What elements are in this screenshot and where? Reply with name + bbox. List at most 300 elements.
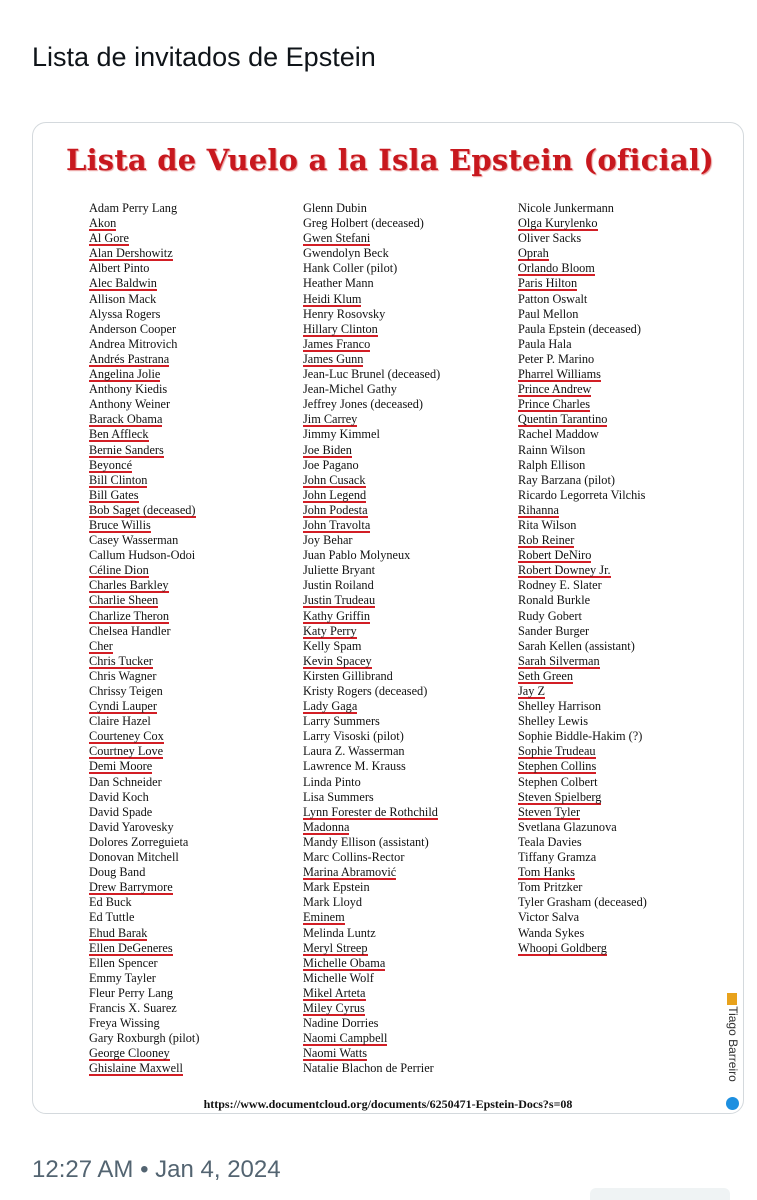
source-url: https://www.documentcloud.org/documents/6250471-Epstein-Docs?s=08 xyxy=(203,1097,573,1111)
passenger-name-text: Eminem xyxy=(303,910,345,925)
passenger-name xyxy=(89,941,199,956)
passenger-name xyxy=(518,654,647,669)
passenger-name xyxy=(303,307,440,322)
passenger-name-text: Laura Z. Wasserman xyxy=(303,744,405,759)
passenger-name xyxy=(89,276,199,291)
passenger-name xyxy=(89,246,199,261)
passenger-name-text: Rita Wilson xyxy=(518,517,577,532)
passenger-name-text: Jean-Michel Gathy xyxy=(303,382,397,397)
passenger-name xyxy=(303,684,440,699)
passenger-name xyxy=(89,865,199,880)
passenger-name-text: Oliver Sacks xyxy=(518,231,582,246)
passenger-name-text: Greg Holbert (deceased) xyxy=(303,216,424,231)
passenger-name-text: Natalie Blachon de Perrier xyxy=(303,1061,434,1076)
passenger-name xyxy=(518,216,647,231)
passenger-name xyxy=(303,910,440,925)
passenger-name-text: Jimmy Kimmel xyxy=(303,427,380,442)
passenger-name xyxy=(518,790,647,805)
passenger-name xyxy=(518,307,647,322)
passenger-name xyxy=(303,699,440,714)
passenger-name-text: Rodney E. Slater xyxy=(518,578,602,593)
passenger-name xyxy=(89,397,199,412)
passenger-name-text: Gwendolyn Beck xyxy=(303,246,389,261)
passenger-name xyxy=(89,1001,199,1016)
passenger-name xyxy=(303,775,440,790)
passenger-name xyxy=(89,443,199,458)
passenger-name xyxy=(518,593,647,608)
passenger-name xyxy=(89,880,199,895)
passenger-name xyxy=(303,1016,440,1031)
passenger-name xyxy=(303,382,440,397)
passenger-name xyxy=(303,971,440,986)
passenger-name-text: Mandy Ellison (assistant) xyxy=(303,834,429,849)
passenger-name xyxy=(89,714,199,729)
passenger-name-text: Tom Pritzker xyxy=(518,880,583,895)
passenger-name xyxy=(518,910,647,925)
passenger-name xyxy=(303,518,440,533)
passenger-name-text: Al Gore xyxy=(89,231,129,246)
passenger-name xyxy=(89,412,199,427)
passenger-name-text: Nicole Junkermann xyxy=(518,201,614,215)
passenger-name xyxy=(89,322,199,337)
passenger-name xyxy=(518,397,647,412)
passenger-name-text: David Koch xyxy=(89,789,149,804)
passenger-name-text: Juan Pablo Molyneux xyxy=(303,548,411,563)
passenger-name-text: Olga Kurylenko xyxy=(518,216,598,231)
passenger-name-text: Kristy Rogers (deceased) xyxy=(303,684,428,698)
passenger-name-text: Pharrel Williams xyxy=(518,367,601,382)
passenger-name-text: Charlie Sheen xyxy=(89,593,159,608)
passenger-name-text: Ehud Barak xyxy=(89,925,148,940)
passenger-name-text: Ronald Burkle xyxy=(518,593,591,608)
passenger-name-text: Marina Abramović xyxy=(303,865,397,880)
passenger-name-text: Freya Wissing xyxy=(89,1016,160,1031)
passenger-name xyxy=(518,337,647,352)
passenger-name xyxy=(89,684,199,699)
passenger-name xyxy=(303,865,440,880)
passenger-name-text: Chelsea Handler xyxy=(89,623,171,638)
passenger-name xyxy=(303,322,440,337)
passenger-name xyxy=(303,1061,440,1076)
passenger-name-text: Kirsten Gillibrand xyxy=(303,668,393,683)
passenger-name-text: Barack Obama xyxy=(89,412,163,427)
passenger-name-text: Peter P. Marino xyxy=(518,351,595,366)
passenger-name xyxy=(89,956,199,971)
watermark-text: Tiago Barreiro xyxy=(726,1006,740,1082)
passenger-name xyxy=(303,337,440,352)
passenger-name-text: Joe Biden xyxy=(303,442,352,457)
passenger-name-text: Callum Hudson-Odoi xyxy=(89,548,196,563)
passenger-name-text: Wanda Sykes xyxy=(518,925,585,940)
passenger-name-text: Kathy Griffin xyxy=(303,608,371,623)
passenger-name xyxy=(303,850,440,865)
passenger-name-text: Oprah xyxy=(518,246,549,261)
passenger-name-text: Ray Barzana (pilot) xyxy=(518,472,615,487)
passenger-name-text: Chris Wagner xyxy=(89,668,157,683)
passenger-name-text: Melinda Luntz xyxy=(303,925,376,940)
passenger-name-text: Tiffany Gramza xyxy=(518,850,597,865)
passenger-name-text: Orlando Bloom xyxy=(518,261,595,276)
passenger-name-text: Andrés Pastrana xyxy=(89,351,170,366)
passenger-name xyxy=(303,609,440,624)
passenger-name xyxy=(89,548,199,563)
passenger-name-text: Anderson Cooper xyxy=(89,321,177,336)
passenger-name-text: Jim Carrey xyxy=(303,412,358,427)
passenger-name-text: Ralph Ellison xyxy=(518,457,586,472)
names-column-3 xyxy=(518,201,647,956)
passenger-name xyxy=(518,820,647,835)
passenger-name xyxy=(303,654,440,669)
passenger-name-text: Gwen Stefani xyxy=(303,231,371,246)
passenger-name-text: Albert Pinto xyxy=(89,261,150,276)
passenger-name xyxy=(303,578,440,593)
watermark xyxy=(723,993,741,1111)
passenger-name xyxy=(518,473,647,488)
passenger-name xyxy=(518,503,647,518)
passenger-name xyxy=(303,941,440,956)
document-title: Lista de Vuelo a la Isla Epstein (oficial) xyxy=(66,143,714,177)
passenger-name xyxy=(303,729,440,744)
passenger-name xyxy=(89,699,199,714)
passenger-name xyxy=(518,699,647,714)
passenger-name-text: Heather Mann xyxy=(303,276,374,291)
passenger-name-text: Sarah Silverman xyxy=(518,653,600,668)
passenger-name xyxy=(518,563,647,578)
passenger-name-text: Justin Trudeau xyxy=(303,593,376,608)
passenger-name-text: Rob Reiner xyxy=(518,533,575,548)
passenger-name-text: Chrissy Teigen xyxy=(89,684,163,698)
passenger-name xyxy=(518,775,647,790)
passenger-name xyxy=(518,941,647,956)
passenger-name-text: Stephen Colbert xyxy=(518,774,598,789)
passenger-name xyxy=(89,639,199,654)
passenger-name-text: Paula Epstein (deceased) xyxy=(518,321,641,336)
passenger-name xyxy=(303,744,440,759)
passenger-name xyxy=(303,956,440,971)
passenger-name-text: Hillary Clinton xyxy=(303,321,378,336)
passenger-name-text: Linda Pinto xyxy=(303,774,361,789)
passenger-name-text: Steven Spielberg xyxy=(518,789,602,804)
passenger-name-text: Larry Summers xyxy=(303,714,380,729)
passenger-name xyxy=(518,382,647,397)
passenger-name-text: Lawrence M. Krauss xyxy=(303,759,406,774)
bottom-bar xyxy=(590,1188,730,1200)
profile-circle-icon xyxy=(726,1097,739,1110)
passenger-name-text: Shelley Harrison xyxy=(518,699,601,714)
passenger-name xyxy=(89,578,199,593)
passenger-name-text: Henry Rosovsky xyxy=(303,306,386,321)
passenger-name-text: Glenn Dubin xyxy=(303,201,367,215)
passenger-name-text: Céline Dion xyxy=(89,563,149,578)
passenger-name xyxy=(89,593,199,608)
passenger-name-text: Kevin Spacey xyxy=(303,653,372,668)
passenger-name-text: Bill Clinton xyxy=(89,472,148,487)
passenger-name xyxy=(518,926,647,941)
passenger-name-text: Paula Hala xyxy=(518,336,572,351)
passenger-name xyxy=(518,352,647,367)
passenger-name xyxy=(89,503,199,518)
passenger-name-text: Prince Charles xyxy=(518,397,591,412)
passenger-name-text: Ellen Spencer xyxy=(89,955,158,970)
passenger-name xyxy=(518,609,647,624)
passenger-name xyxy=(303,790,440,805)
passenger-name xyxy=(89,654,199,669)
passenger-name xyxy=(518,276,647,291)
passenger-name-text: Chris Tucker xyxy=(89,653,153,668)
passenger-name xyxy=(518,850,647,865)
passenger-name-text: Anthony Kiedis xyxy=(89,382,168,397)
tweet-text: Lista de invitados de Epstein xyxy=(32,42,376,72)
names-column-2 xyxy=(303,201,440,1076)
passenger-name-text: Mark Epstein xyxy=(303,880,370,895)
passenger-name xyxy=(89,669,199,684)
passenger-name-text: Sander Burger xyxy=(518,623,590,638)
passenger-name xyxy=(303,488,440,503)
passenger-name-text: Tom Hanks xyxy=(518,865,575,880)
passenger-name xyxy=(303,1046,440,1061)
passenger-name-text: Rudy Gobert xyxy=(518,608,582,623)
passenger-name-text: Bruce Willis xyxy=(89,517,151,532)
passenger-name-text: Cyndi Lauper xyxy=(89,699,157,714)
passenger-name xyxy=(89,337,199,352)
passenger-name-text: Michelle Wolf xyxy=(303,970,374,985)
passenger-name xyxy=(518,231,647,246)
passenger-name xyxy=(518,292,647,307)
passenger-name xyxy=(89,382,199,397)
passenger-name-text: Whoopi Goldberg xyxy=(518,940,607,955)
passenger-name xyxy=(303,427,440,442)
passenger-name xyxy=(303,352,440,367)
passenger-name xyxy=(89,533,199,548)
passenger-name-text: David Spade xyxy=(89,804,153,819)
passenger-name-text: Doug Band xyxy=(89,865,146,880)
passenger-name-text: Charlize Theron xyxy=(89,608,170,623)
passenger-name xyxy=(303,759,440,774)
passenger-name xyxy=(89,744,199,759)
passenger-name xyxy=(89,790,199,805)
passenger-name-text: Sarah Kellen (assistant) xyxy=(518,638,635,653)
passenger-name-text: Shelley Lewis xyxy=(518,714,589,729)
passenger-name xyxy=(89,971,199,986)
passenger-name xyxy=(303,443,440,458)
passenger-name-text: Beyoncé xyxy=(89,457,133,472)
passenger-name xyxy=(518,458,647,473)
passenger-name-text: Naomi Watts xyxy=(303,1046,368,1061)
passenger-name-text: Madonna xyxy=(303,819,350,834)
passenger-name xyxy=(518,443,647,458)
passenger-name-text: Kelly Spam xyxy=(303,638,362,653)
passenger-name xyxy=(518,759,647,774)
passenger-name xyxy=(518,578,647,593)
passenger-name xyxy=(518,427,647,442)
passenger-name-text: Prince Andrew xyxy=(518,382,592,397)
passenger-name-text: Donovan Mitchell xyxy=(89,850,179,865)
passenger-name xyxy=(303,593,440,608)
passenger-name-text: Courteney Cox xyxy=(89,729,164,744)
passenger-name xyxy=(303,533,440,548)
passenger-name-text: Robert DeNiro xyxy=(518,548,592,563)
passenger-name xyxy=(89,563,199,578)
passenger-name xyxy=(518,548,647,563)
passenger-name-text: Sophie Biddle-Hakim (?) xyxy=(518,729,643,744)
passenger-name xyxy=(89,352,199,367)
passenger-name xyxy=(89,926,199,941)
passenger-name-text: John Travolta xyxy=(303,517,371,532)
passenger-name xyxy=(518,669,647,684)
passenger-name xyxy=(303,473,440,488)
passenger-name-text: James Gunn xyxy=(303,351,364,366)
passenger-name-text: Katy Perry xyxy=(303,623,357,638)
passenger-name-text: Gary Roxburgh (pilot) xyxy=(89,1031,200,1046)
passenger-name-text: Larry Visoski (pilot) xyxy=(303,729,404,744)
names-column-1 xyxy=(89,201,199,1076)
passenger-name xyxy=(303,1031,440,1046)
passenger-name xyxy=(303,201,440,216)
passenger-name xyxy=(89,231,199,246)
passenger-name xyxy=(303,624,440,639)
passenger-name-text: Bill Gates xyxy=(89,487,139,502)
passenger-name-text: Robert Downey Jr. xyxy=(518,563,611,578)
passenger-name-text: Cher xyxy=(89,638,113,653)
passenger-name-text: Ricardo Legorreta Vilchis xyxy=(518,487,646,502)
tweet-timestamp[interactable]: 12:27 AM • Jan 4, 2024 xyxy=(32,1156,281,1183)
passenger-name-text: Andrea Mitrovich xyxy=(89,336,178,351)
passenger-name xyxy=(89,216,199,231)
passenger-name-text: Nadine Dorries xyxy=(303,1016,379,1031)
passenger-name-text: Alan Dershowitz xyxy=(89,246,173,261)
passenger-name xyxy=(303,367,440,382)
passenger-name-text: Rachel Maddow xyxy=(518,427,599,442)
passenger-name-text: Courtney Love xyxy=(89,744,164,759)
passenger-name-text: Rainn Wilson xyxy=(518,442,586,457)
passenger-name-text: John Podesta xyxy=(303,502,368,517)
passenger-name-text: Patton Oswalt xyxy=(518,291,588,306)
passenger-name xyxy=(89,307,199,322)
passenger-name-text: Mikel Arteta xyxy=(303,985,366,1000)
passenger-name xyxy=(303,563,440,578)
passenger-name-text: Jean-Luc Brunel (deceased) xyxy=(303,367,441,382)
passenger-name xyxy=(518,488,647,503)
passenger-name-text: Alec Baldwin xyxy=(89,276,157,291)
passenger-name-text: Meryl Streep xyxy=(303,940,368,955)
passenger-name xyxy=(303,805,440,820)
passenger-name xyxy=(89,1046,199,1061)
passenger-name-text: Lynn Forester de Rothchild xyxy=(303,804,438,819)
passenger-name xyxy=(303,895,440,910)
passenger-name xyxy=(518,246,647,261)
passenger-name xyxy=(89,759,199,774)
passenger-name xyxy=(89,729,199,744)
passenger-name xyxy=(89,1016,199,1031)
passenger-name xyxy=(303,503,440,518)
passenger-name-text: Angelina Jolie xyxy=(89,367,161,382)
passenger-name-text: Hank Coller (pilot) xyxy=(303,261,398,276)
passenger-name xyxy=(89,367,199,382)
passenger-name-text: Lisa Summers xyxy=(303,789,374,804)
passenger-name-text: Mark Lloyd xyxy=(303,895,363,910)
passenger-name-text: Akon xyxy=(89,216,117,231)
passenger-name xyxy=(518,322,647,337)
passenger-name xyxy=(89,835,199,850)
passenger-name-text: Bernie Sanders xyxy=(89,442,164,457)
passenger-name xyxy=(89,261,199,276)
passenger-name xyxy=(303,246,440,261)
passenger-name-text: Steven Tyler xyxy=(518,804,581,819)
passenger-name-text: Miley Cyrus xyxy=(303,1000,365,1015)
passenger-name-text: Joe Pagano xyxy=(303,457,359,472)
passenger-name xyxy=(303,1001,440,1016)
passenger-name xyxy=(89,850,199,865)
passenger-name xyxy=(89,518,199,533)
passenger-name xyxy=(303,216,440,231)
passenger-name-text: Rihanna xyxy=(518,502,559,517)
passenger-name-text: Michelle Obama xyxy=(303,955,386,970)
passenger-name-text: Ghislaine Maxwell xyxy=(89,1061,183,1076)
passenger-name xyxy=(518,714,647,729)
passenger-name-text: Tyler Grasham (deceased) xyxy=(518,895,647,910)
passenger-name xyxy=(89,292,199,307)
passenger-name xyxy=(303,276,440,291)
passenger-name xyxy=(89,910,199,925)
passenger-name xyxy=(303,458,440,473)
passenger-name xyxy=(303,669,440,684)
passenger-name xyxy=(518,895,647,910)
passenger-name xyxy=(89,820,199,835)
passenger-name-text: Lady Gaga xyxy=(303,699,358,714)
passenger-name xyxy=(89,609,199,624)
passenger-name-text: Ben Affleck xyxy=(89,427,149,442)
passenger-name xyxy=(89,458,199,473)
passenger-name-text: Adam Perry Lang xyxy=(89,201,178,215)
passenger-name-text: Francis X. Suarez xyxy=(89,1000,177,1015)
passenger-name xyxy=(303,292,440,307)
attached-image[interactable] xyxy=(32,122,744,1114)
passenger-name xyxy=(518,880,647,895)
passenger-name-text: Paul Mellon xyxy=(518,306,579,321)
passenger-name xyxy=(518,533,647,548)
passenger-name xyxy=(518,639,647,654)
passenger-name xyxy=(518,261,647,276)
passenger-name-text: Claire Hazel xyxy=(89,714,151,729)
passenger-name-text: Fleur Perry Lang xyxy=(89,985,174,1000)
passenger-name-text: Emmy Tayler xyxy=(89,970,156,985)
passenger-name xyxy=(518,744,647,759)
passenger-name xyxy=(303,548,440,563)
passenger-name-text: Ed Tuttle xyxy=(89,910,135,925)
passenger-name-text: Joy Behar xyxy=(303,533,353,548)
passenger-name-text: Bob Saget (deceased) xyxy=(89,502,196,517)
passenger-name xyxy=(89,1061,199,1076)
passenger-name xyxy=(89,427,199,442)
passenger-name xyxy=(303,261,440,276)
passenger-name xyxy=(303,835,440,850)
passenger-name-text: Allison Mack xyxy=(89,291,157,306)
passenger-name-text: Sophie Trudeau xyxy=(518,744,596,759)
passenger-name-text: James Franco xyxy=(303,336,371,351)
passenger-name xyxy=(89,805,199,820)
passenger-name xyxy=(518,201,647,216)
passenger-name-text: David Yarovesky xyxy=(89,819,174,834)
passenger-name xyxy=(518,412,647,427)
passenger-name xyxy=(303,820,440,835)
passenger-name xyxy=(89,473,199,488)
passenger-name xyxy=(303,880,440,895)
passenger-name-text: Paris Hilton xyxy=(518,276,578,291)
passenger-name xyxy=(89,1031,199,1046)
passenger-name xyxy=(303,397,440,412)
passenger-name-text: Quentin Tarantino xyxy=(518,412,608,427)
passenger-name xyxy=(518,624,647,639)
